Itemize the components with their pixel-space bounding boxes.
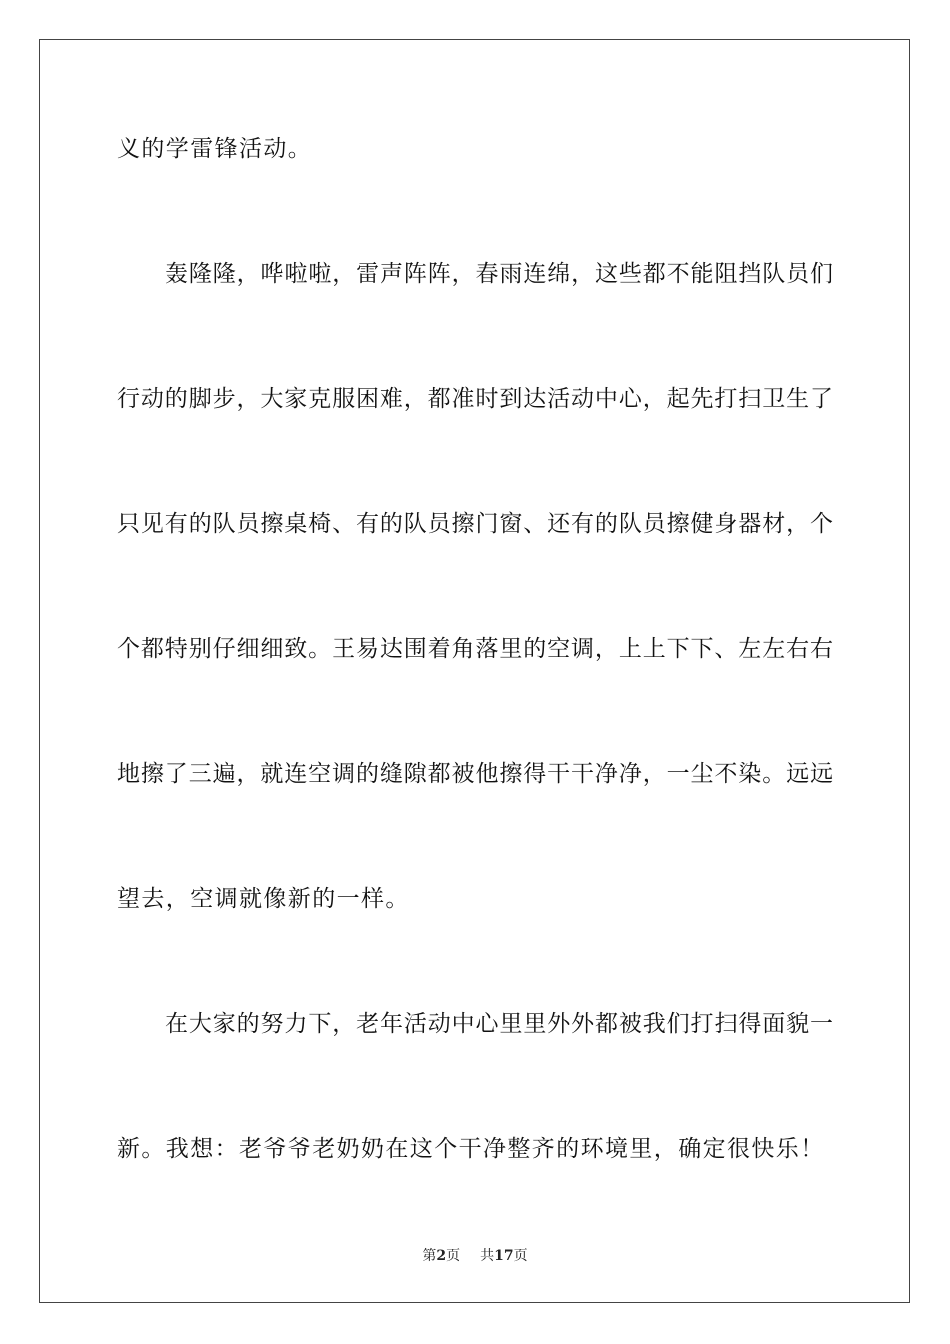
paragraph-line: 行动的脚步，大家克服困难，都准时到达活动中心，起先打扫卫生了 <box>117 386 833 412</box>
total-suffix: 页 <box>513 1248 528 1264</box>
page-prefix: 第 <box>422 1248 437 1264</box>
total-pages: 17 <box>494 1248 514 1264</box>
paragraph-line: 望去，空调就像新的一样。 <box>117 886 410 912</box>
total-prefix: 共 <box>480 1248 495 1264</box>
page-number: 2 <box>436 1248 447 1264</box>
paragraph-line: 个都特别仔细细致。王易达围着角落里的空调，上上下下、左左右右 <box>117 636 833 662</box>
page-suffix: 页 <box>446 1248 461 1264</box>
paragraph-line: 在大家的努力下，老年活动中心里里外外都被我们打扫得面貌一 <box>165 1011 833 1037</box>
paragraph-line: 只见有的队员擦桌椅、有的队员擦门窗、还有的队员擦健身器材，个 <box>117 511 833 537</box>
paragraph-line: 义的学雷锋活动。 <box>117 136 313 162</box>
paragraph-line: 轰隆隆，哗啦啦，雷声阵阵，春雨连绵，这些都不能阻挡队员们 <box>165 261 833 287</box>
page-footer <box>0 1247 950 1265</box>
paragraph-line: 新。我想：老爷爷老奶奶在这个干净整齐的环境里，确定很快乐！ <box>117 1136 825 1162</box>
page-border <box>39 39 910 1303</box>
paragraph-line: 地擦了三遍，就连空调的缝隙都被他擦得干干净净，一尘不染。远远 <box>117 761 833 787</box>
